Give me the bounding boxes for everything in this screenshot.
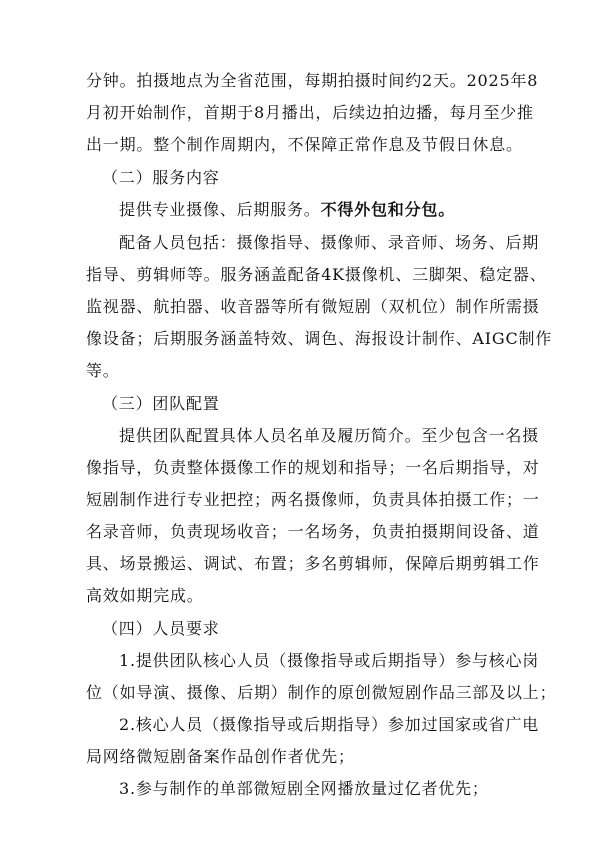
section-heading-team-config: （三）团队配置 (102, 394, 220, 413)
paragraph-line: 监视器、航拍器、收音器等所有微短剧（双机位）制作所需摄 (86, 297, 540, 316)
requirement-item-2: 2.核心人员（摄像指导或后期指导）参加过国家或省广电 (119, 715, 540, 734)
section-heading-service-content: （二）服务内容 (102, 168, 220, 187)
service-text: 提供专业摄像、后期服务。 (119, 200, 321, 219)
paragraph-line: 具、场景搬运、调试、布置；多名剪辑师，保障后期剪辑工作 (86, 554, 540, 573)
service-paragraph (119, 196, 516, 224)
paragraph-line: 短剧制作进行专业把控；两名摄像师，负责具体拍摄工作；一 (86, 490, 540, 509)
paragraph-line: 月初开始制作，首期于8月播出，后续边拍边播，每月至少推 (86, 103, 534, 122)
section-heading-personnel-requirements: （四）人员要求 (102, 619, 220, 638)
paragraph-line: 像指导，负责整体摄像工作的规划和指导；一名后期指导，对 (86, 458, 540, 477)
paragraph-line: 局网络微短剧备案作品创作者优先； (86, 747, 355, 766)
paragraph-line: 名录音师，负责现场收音；一名场务，负责拍摄期间设备、道 (86, 522, 540, 541)
paragraph-line: 指导、剪辑师等。服务涵盖配备4K摄像机、三脚架、稳定器、 (86, 265, 547, 284)
paragraph-line: 高效如期完成。 (86, 586, 204, 605)
paragraph-line: 出一期。整个制作周期内，不保障正常作息及节假日休息。 (86, 135, 523, 154)
requirement-item-3: 3.参与制作的单部微短剧全网播放量过亿者优先； (119, 779, 489, 798)
paragraph-line: 提供团队配置具体人员名单及履历简介。至少包含一名摄 (119, 426, 540, 445)
requirement-item-1: 1.提供团队核心人员（摄像指导或后期指导）参与核心岗 (119, 651, 540, 670)
paragraph-line: 像设备；后期服务涵盖特效、调色、海报设计制作、AIGC制作 (86, 329, 553, 348)
paragraph-line: 配备人员包括：摄像指导、摄像师、录音师、场务、后期 (119, 233, 540, 252)
paragraph-line: 分钟。拍摄地点为全省范围，每期拍摄时间约2天。2025年8 (86, 71, 539, 90)
no-subcontract-text: 不得外包和分包。 (320, 200, 456, 219)
paragraph-line: 等。 (86, 361, 120, 380)
paragraph-line: 位（如导演、摄像、后期）制作的原创微短剧作品三部及以上； (86, 683, 557, 702)
